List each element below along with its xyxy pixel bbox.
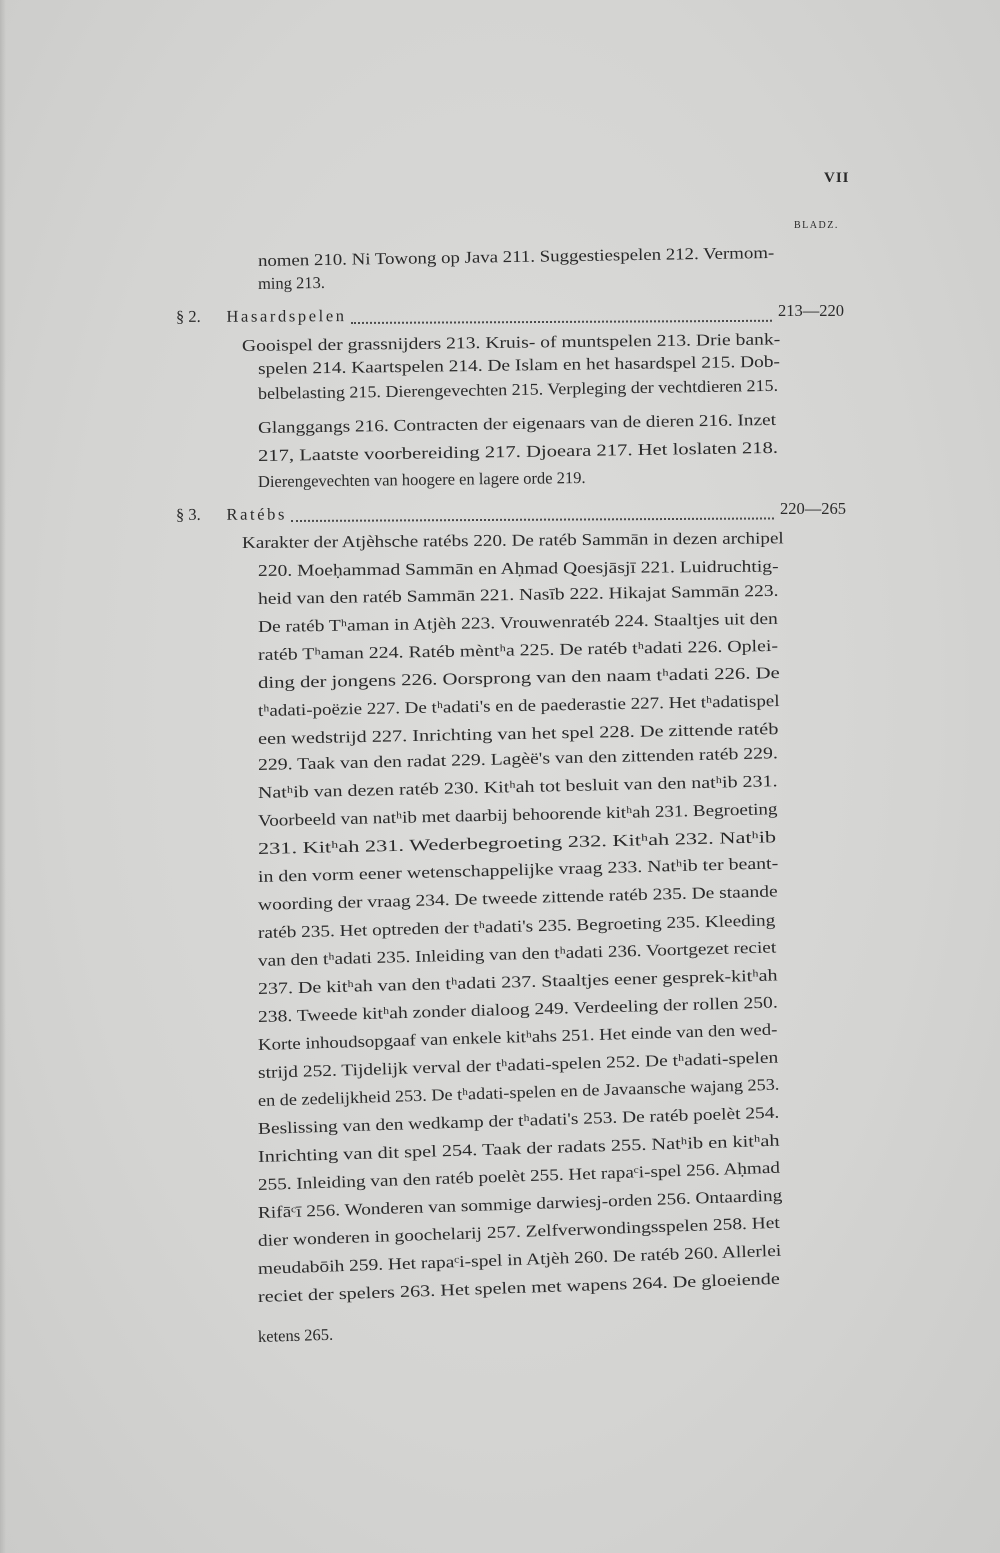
section-title: Hasardspelen bbox=[226, 306, 347, 326]
toc-line: strijd 252. Tijdelijk verval der tʰadati-spelen 252. De tʰadati-spelen bbox=[257, 1047, 779, 1082]
toc-line: Dierengevechten van hoogere en lagere orde 219. bbox=[257, 467, 586, 491]
section-number: 3. bbox=[188, 504, 201, 524]
toc-line: een wedstrijd 227. Inrichting van het spel 228. De zittende ratéb bbox=[257, 719, 779, 748]
toc-line: Rifāᶜī 256. Wonderen van sommige darwiesj-orden 256. Ontaarding bbox=[257, 1185, 783, 1222]
toc-line: De ratéb Tʰaman in Atjèh 223. Vrouwenratéb 224. Staaltjes uit den bbox=[257, 608, 778, 636]
toc-line: woording der vraag 234. De tweede zittende ratéb 235. De staande bbox=[257, 881, 778, 914]
toc-line: in den vorm eener wetenschappelijke vraag 233. Natʰib ter beant- bbox=[257, 853, 779, 886]
toc-line: 217, Laatste voorbereiding 217. Djoeara 217. Het loslaten 218. bbox=[257, 437, 779, 465]
toc-line: 229. Taak van den radat 229. Lagèë's van den zittenden ratéb 229. bbox=[257, 743, 779, 774]
toc-line: 220. Moeḥammad Sammān en Aḥmad Qoesjāsjī 221. Luidruchtig- bbox=[257, 556, 779, 580]
dot-leader bbox=[291, 515, 774, 522]
page-edge-shadow bbox=[0, 0, 6, 1553]
toc-line: Gooispel der grassnijders 213. Kruis- of muntspelen 213. Drie bank- bbox=[241, 329, 781, 355]
toc-line: 231. Kitʰah 231. Wederbegroeting 232. Kitʰah 232. Natʰib bbox=[257, 827, 777, 858]
toc-line: ming 213. bbox=[257, 272, 326, 293]
toc-line: ketens 265. bbox=[257, 1324, 334, 1346]
toc-line: ratéb 235. Het optreden der tʰadati's 235. Begroeting 235. Kleeding bbox=[257, 910, 776, 942]
toc-line: Natʰib van dezen ratéb 230. Kitʰah tot besluit van den natʰib 231. bbox=[257, 771, 778, 802]
section-number: 2. bbox=[188, 306, 201, 326]
toc-line: tʰadati-poëzie 227. De tʰadati's en de paederastie 227. Het tʰadatispel bbox=[257, 690, 780, 720]
section-page-range: 220—265 bbox=[780, 499, 846, 518]
toc-line: 237. De kitʰah van den tʰadati 237. Staaltjes eener gesprek-kitʰah bbox=[257, 965, 778, 998]
toc-line: Beslissing van den wedkamp der tʰadati's 253. De ratéb poelèt 254. bbox=[257, 1102, 780, 1138]
dot-leader bbox=[351, 318, 772, 324]
section-symbol: § bbox=[175, 306, 185, 326]
toc-line: Glanggangs 216. Contracten der eigenaars van de dieren 216. Inzet bbox=[257, 409, 777, 437]
toc-line: dier wonderen in goochelarij 257. Zelfverwondingsspelen 258. Het bbox=[257, 1212, 781, 1250]
section-heading-ratebs bbox=[176, 504, 287, 525]
toc-line: Voorbeeld van natʰib met daarbij behoorende kitʰah 231. Begroeting bbox=[257, 799, 778, 830]
page-column-label: BLADZ. bbox=[794, 220, 839, 231]
toc-line: ratéb Tʰaman 224. Ratéb mèntʰa 225. De ratéb tʰadati 226. Oplei- bbox=[257, 635, 779, 664]
section-heading-hasardspelen bbox=[176, 306, 347, 327]
section-symbol: § bbox=[175, 504, 185, 524]
page-number: VII bbox=[824, 170, 850, 186]
toc-line: en de zedelijkheid 253. De tʰadati-spelen en de Javaansche wajang 253. bbox=[257, 1074, 780, 1110]
section-page-range: 213—220 bbox=[778, 301, 844, 320]
toc-line: reciet der spelers 263. Het spelen met wapens 264. De gloeiende bbox=[257, 1268, 781, 1306]
toc-line: nomen 210. Ni Towong op Java 211. Suggestiespelen 212. Vermom- bbox=[257, 242, 775, 270]
toc-line: belbelasting 215. Dierengevechten 215. Verpleging der vechtdieren 215. bbox=[257, 375, 779, 403]
toc-line: Korte inhoudsopgaaf van enkele kitʰahs 251. Het einde van den wed- bbox=[257, 1019, 778, 1054]
toc-line: 255. Inleiding van den ratéb poelèt 255. Het rapaᶜi-spel 256. Aḥmad bbox=[257, 1157, 781, 1194]
toc-line: heid van den ratéb Sammān 221. Nasīb 222. Hikajat Sammān 223. bbox=[257, 580, 779, 608]
toc-line: ding der jongens 226. Oorsprong van den naam tʰadati 226. De bbox=[257, 662, 780, 692]
toc-line: van den tʰadati 235. Inleiding van den tʰadati 236. Voortgezet reciet bbox=[257, 937, 777, 970]
toc-line: Inrichting van dit spel 254. Taak der radats 255. Natʰib en kitʰah bbox=[257, 1130, 780, 1166]
toc-line: 238. Tweede kitʰah zonder dialoog 249. Verdeeling der rollen 250. bbox=[257, 992, 778, 1026]
section-title: Ratébs bbox=[226, 504, 288, 524]
toc-line: Karakter der Atjèhsche ratébs 220. De ratéb Sammān in dezen archipel bbox=[241, 528, 784, 552]
toc-line: spelen 214. Kaartspelen 214. De Islam en het hasardspel 215. Dob- bbox=[257, 351, 781, 378]
toc-line: meudabōih 259. Het rapaᶜi-spel in Atjèh 260. De ratéb 260. Allerlei bbox=[257, 1240, 782, 1278]
